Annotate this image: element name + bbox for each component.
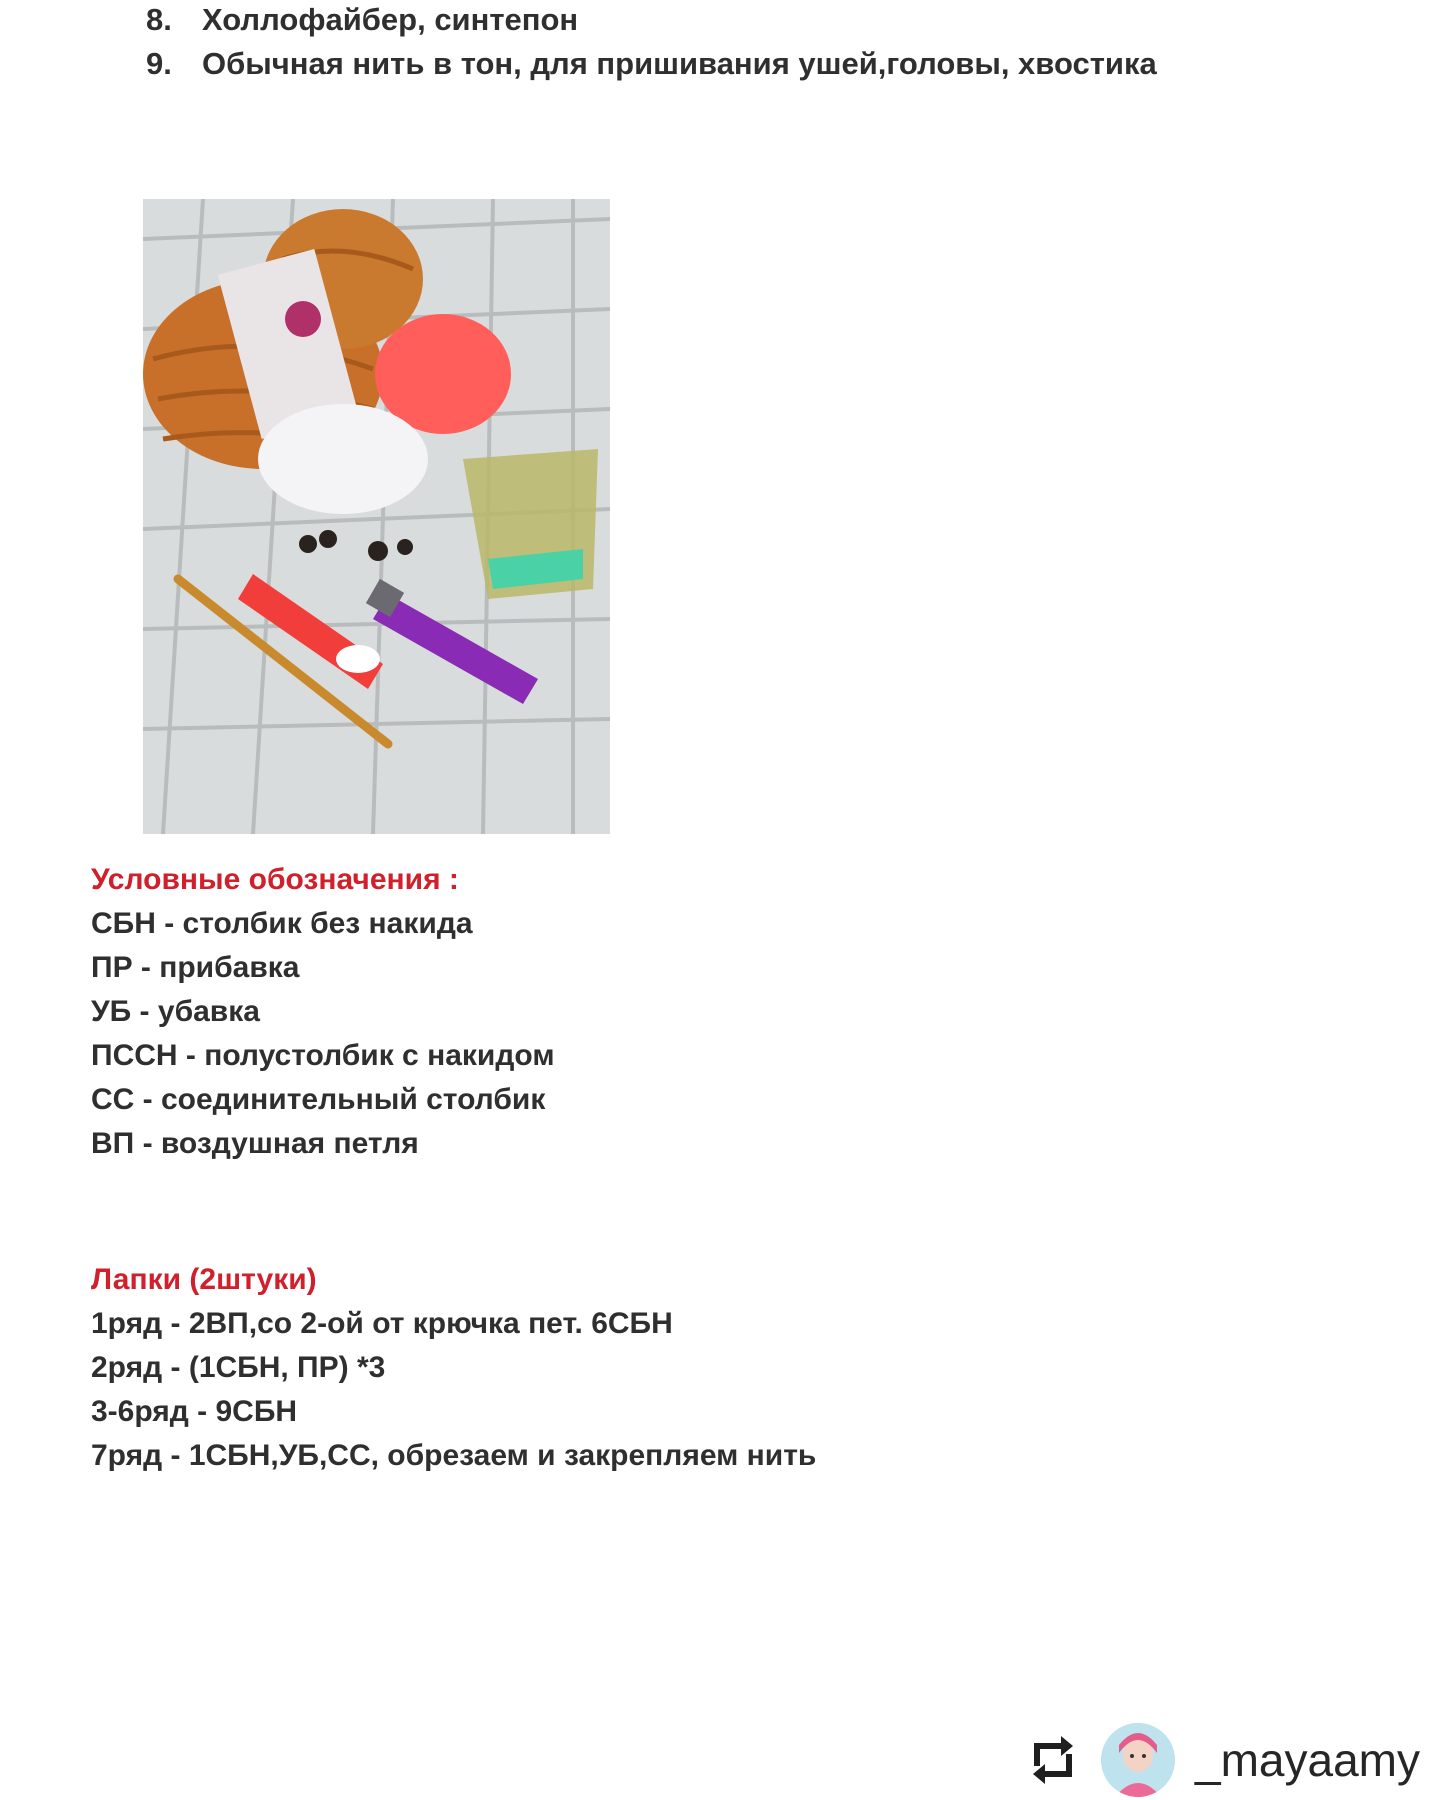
paws-row: 1ряд - 2ВП,со 2-ой от крючка пет. 6СБН bbox=[91, 1307, 673, 1340]
paws-row: 3-6ряд - 9СБН bbox=[91, 1395, 298, 1428]
materials-item-text: Обычная нить в тон, для пришивания ушей,головы, хвостика bbox=[202, 46, 1157, 81]
repost-credit bbox=[1025, 1720, 1420, 1800]
paws-section bbox=[91, 1258, 816, 1478]
legend-item: УБ - убавка bbox=[91, 995, 260, 1028]
username[interactable]: _mayaamy bbox=[1195, 1734, 1420, 1786]
legend-section bbox=[91, 858, 555, 1166]
materials-item bbox=[146, 42, 1157, 86]
repost-icon bbox=[1025, 1732, 1081, 1788]
legend-item: СС - соединительный столбик bbox=[91, 1083, 546, 1116]
materials-item-number: 8. bbox=[146, 2, 172, 37]
legend-item: ПР - прибавка bbox=[91, 951, 300, 984]
legend-item: ВП - воздушная петля bbox=[91, 1127, 419, 1160]
materials-item bbox=[146, 0, 1157, 42]
paws-row: 7ряд - 1СБН,УБ,СС, обрезаем и закрепляем нить bbox=[91, 1439, 817, 1472]
avatar[interactable] bbox=[1101, 1723, 1175, 1797]
materials-item-text: Холлофайбер, синтепон bbox=[202, 2, 579, 37]
paws-heading: Лапки (2штуки) bbox=[91, 1263, 317, 1296]
legend-item: СБН - столбик без накида bbox=[91, 907, 473, 940]
paws-row: 2ряд - (1СБН, ПР) *3 bbox=[91, 1351, 386, 1384]
legend-item: ПССН - полустолбик с накидом bbox=[91, 1039, 555, 1072]
materials-item-number: 9. bbox=[146, 46, 172, 81]
materials-list bbox=[146, 0, 1157, 86]
craft-materials-photo bbox=[143, 199, 610, 834]
legend-heading: Условные обозначения : bbox=[91, 863, 459, 896]
